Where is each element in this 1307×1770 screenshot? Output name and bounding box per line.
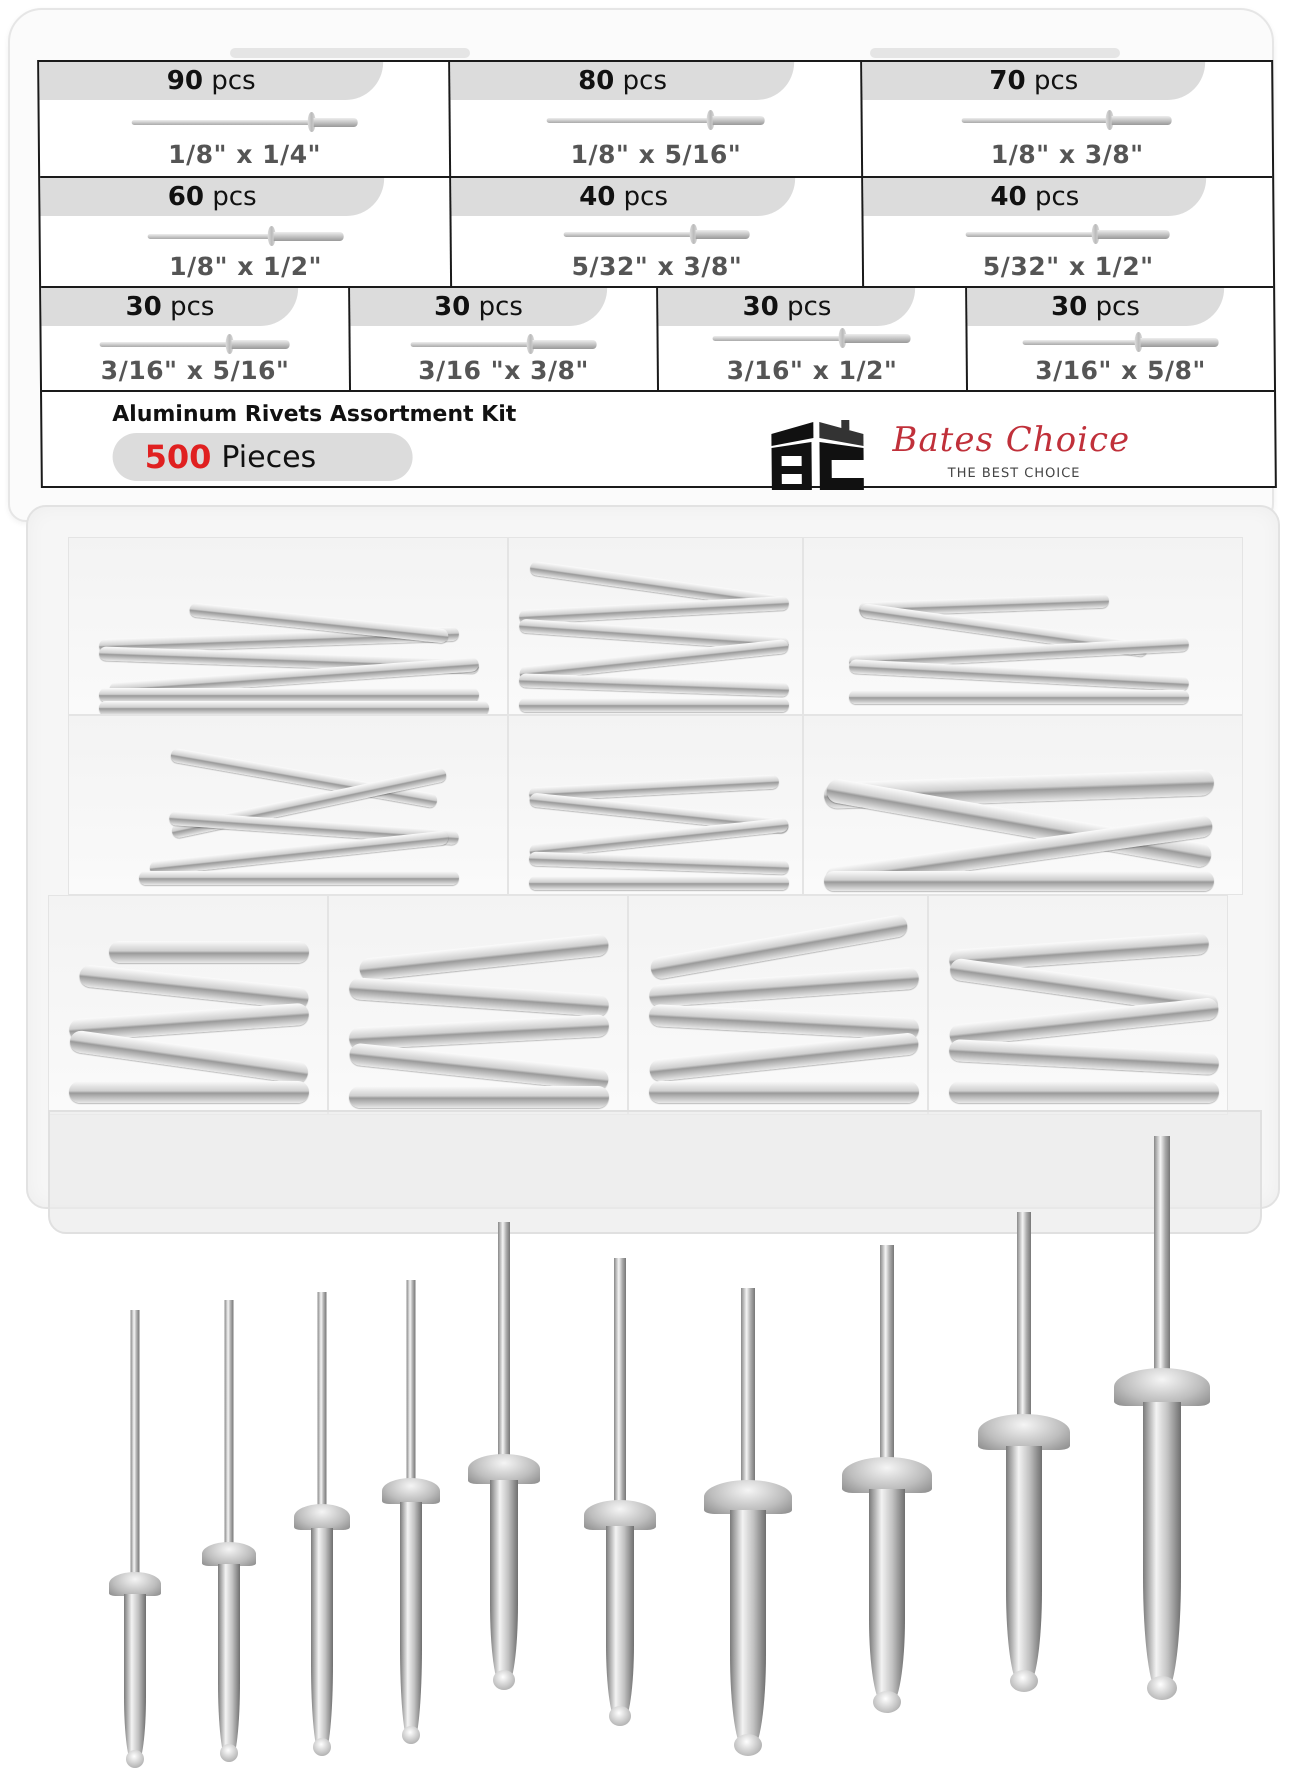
label-cell bbox=[451, 178, 863, 286]
compartment bbox=[628, 895, 928, 1115]
quantity-value: 40 bbox=[990, 182, 1027, 212]
rivet-icon bbox=[294, 1292, 350, 1770]
compartment bbox=[803, 537, 1243, 715]
compartment bbox=[803, 715, 1243, 895]
rivet-icon bbox=[713, 334, 911, 342]
rivet-size: 1/8" x 3/8" bbox=[990, 140, 1144, 169]
compartment bbox=[328, 895, 628, 1115]
rivet-icon bbox=[1114, 1136, 1210, 1770]
quantity-pill bbox=[863, 178, 1207, 216]
storage-tray bbox=[26, 505, 1280, 1209]
quantity-pill bbox=[39, 62, 383, 100]
quantity-value: 70 bbox=[989, 66, 1026, 96]
rivet-icon bbox=[966, 230, 1170, 238]
quantity-pill bbox=[862, 62, 1206, 100]
bc-house-logo-icon bbox=[767, 420, 868, 492]
quantity-value: 80 bbox=[578, 66, 615, 96]
rivet-size: 5/32" x 3/8" bbox=[571, 252, 743, 281]
brand-tagline: THE BEST CHOICE bbox=[947, 466, 1081, 481]
rivet-size: 1/8" x 1/2" bbox=[168, 252, 323, 281]
label-cell bbox=[41, 288, 350, 390]
rivet-icon bbox=[704, 1288, 792, 1770]
quantity-pill bbox=[967, 288, 1225, 326]
quantity-pill bbox=[658, 288, 916, 326]
quantity-pill bbox=[350, 288, 608, 326]
compartment bbox=[928, 895, 1228, 1115]
rivet-size: 1/8" x 5/16" bbox=[570, 140, 742, 169]
label-cell bbox=[863, 178, 1273, 286]
rivet-icon bbox=[147, 232, 343, 240]
compartment bbox=[68, 537, 508, 715]
label-row-3 bbox=[41, 288, 1274, 392]
compartment bbox=[48, 895, 328, 1115]
label-cell bbox=[967, 288, 1274, 390]
quantity-pill bbox=[451, 178, 795, 216]
rivet-size: 3/16" x 1/2" bbox=[726, 356, 898, 385]
rivet-icon bbox=[547, 116, 765, 124]
quantity-value: 30 bbox=[742, 292, 779, 322]
label-cell bbox=[40, 178, 452, 286]
label-cell bbox=[862, 62, 1272, 176]
quantity-value: 30 bbox=[433, 292, 471, 322]
product-label-card bbox=[37, 60, 1277, 488]
rivet-size: 3/16 "x 3/8" bbox=[418, 356, 590, 385]
compartment bbox=[508, 715, 803, 895]
quantity-unit: pcs bbox=[478, 292, 524, 322]
quantity-pill bbox=[40, 178, 384, 216]
quantity-pill bbox=[450, 62, 794, 100]
rivet-size: 5/32" x 1/2" bbox=[982, 252, 1154, 281]
label-cell bbox=[350, 288, 659, 390]
label-cell bbox=[39, 62, 451, 176]
quantity-value: 40 bbox=[579, 182, 616, 212]
quantity-unit: pcs bbox=[1095, 292, 1141, 322]
rivet-size: 1/8" x 1/4" bbox=[168, 140, 322, 169]
rivet-icon bbox=[978, 1212, 1070, 1770]
quantity-value: 30 bbox=[125, 292, 162, 322]
label-cell bbox=[450, 62, 862, 176]
quantity-unit: pcs bbox=[1034, 182, 1080, 212]
quantity-unit: pcs bbox=[623, 182, 669, 212]
rivet-size: 3/16" x 5/8" bbox=[1035, 356, 1207, 385]
total-pieces-badge bbox=[112, 433, 412, 481]
rivet-icon bbox=[962, 116, 1172, 124]
rivet-size: 3/16" x 5/16" bbox=[100, 356, 290, 385]
tray-front-edge bbox=[48, 1110, 1262, 1234]
rivet-icon bbox=[100, 340, 290, 348]
label-footer bbox=[42, 390, 1275, 486]
compartment bbox=[68, 715, 508, 895]
rivet-icon bbox=[382, 1280, 440, 1770]
quantity-value: 30 bbox=[1050, 292, 1088, 322]
rivet-icon bbox=[110, 1310, 160, 1770]
brand-name: Bates Choice bbox=[892, 420, 1131, 460]
quantity-pill bbox=[41, 288, 299, 326]
rivet-icon bbox=[842, 1245, 932, 1770]
kit-title: Aluminum Rivets Assortment Kit bbox=[112, 402, 517, 427]
quantity-unit: pcs bbox=[211, 66, 256, 96]
rivet-icon bbox=[468, 1222, 540, 1770]
total-count: 500 bbox=[144, 438, 212, 476]
total-label: Pieces bbox=[221, 439, 317, 475]
rivet-icon bbox=[564, 230, 750, 238]
rivet-icon bbox=[131, 118, 357, 126]
rivet-icon bbox=[202, 1300, 256, 1770]
label-row-1 bbox=[39, 62, 1272, 178]
quantity-value: 90 bbox=[166, 66, 204, 96]
lid-latch bbox=[230, 48, 470, 58]
rivet-icon bbox=[584, 1258, 656, 1770]
quantity-unit: pcs bbox=[786, 292, 832, 322]
quantity-unit: pcs bbox=[622, 66, 668, 96]
label-row-2 bbox=[40, 178, 1273, 288]
quantity-unit: pcs bbox=[169, 292, 215, 322]
compartment bbox=[508, 537, 803, 715]
lid-latch bbox=[870, 48, 1120, 58]
rivet-icon bbox=[410, 340, 596, 348]
quantity-value: 60 bbox=[167, 182, 205, 212]
label-cell bbox=[658, 288, 967, 390]
rivet-icon bbox=[1022, 338, 1218, 346]
quantity-unit: pcs bbox=[212, 182, 257, 212]
quantity-unit: pcs bbox=[1033, 66, 1079, 96]
